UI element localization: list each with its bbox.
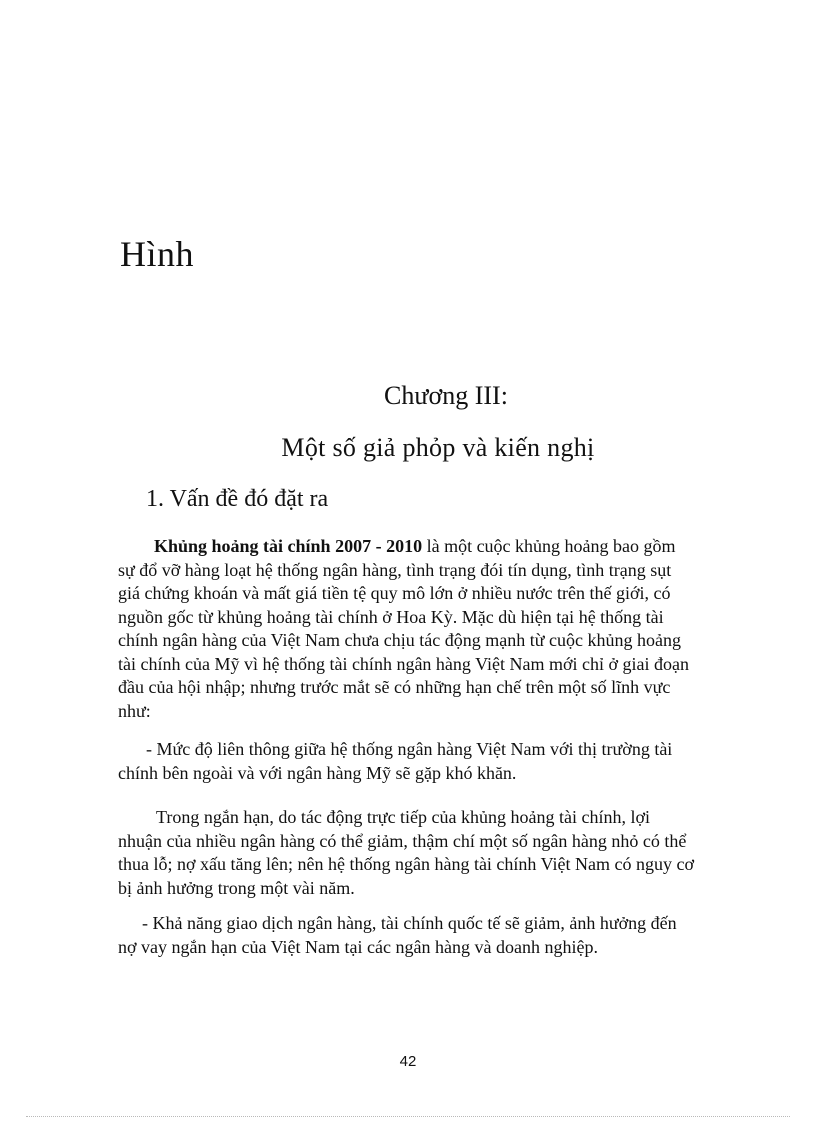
page-heading: Hình <box>120 234 194 274</box>
paragraph-body: là một cuộc khủng hoảng bao gồm sự đổ vỡ hàng loạt hệ thống ngân hàng, tình trạng đói tín dụng, tình trạng sụt giá chứng khoán và mất giá tiền tệ quy mô lớn ở nhiều nước trên thế giới, có nguồn gốc từ khủng hoảng tài chính ở Hoa Kỳ. Mặc dù hiện tại hệ thống tài chính ngân hàng của Việt Nam chưa chịu tác động mạnh từ cuộc khủng hoảng tài chính của Mỹ vì hệ thống tài chính ngân hàng Việt Nam mới chỉ ở giai đoạn đầu của hội nhập; nhưng trước mắt sẽ có những hạn chế trên một số lĩnh vực như: <box>118 536 689 721</box>
paragraph-bullet-connectivity: - Mức độ liên thông giữa hệ thống ngân hàng Việt Nam với thị trường tài chính bên ngoài và với ngân hàng Mỹ sẽ gặp khó khăn. <box>118 739 673 783</box>
chapter-subtitle: Một số giả phỏp và kiến nghị <box>281 433 595 462</box>
paragraph-bold-lead: Khủng hoảng tài chính 2007 - 2010 <box>154 536 423 556</box>
section-heading: 1. Vấn đề đó đặt ra <box>146 486 329 512</box>
footer-divider <box>26 1116 790 1117</box>
page-number: 42 <box>399 1053 417 1070</box>
paragraph-bullet-transactions: - Khả năng giao dịch ngân hàng, tài chính quốc tế sẽ giảm, ảnh hưởng đến nợ vay ngắn hạn của Việt Nam tại các ngân hàng và doanh nghiệp. <box>118 913 677 957</box>
paragraph-crisis-intro <box>118 535 696 723</box>
paragraph-short-term-impact: Trong ngắn hạn, do tác động trực tiếp của khủng hoảng tài chính, lợi nhuận của nhiều ngân hàng có thể giảm, thậm chí một số ngân hàng nhỏ có thể thua lỗ; nợ xấu tăng lên; nên hệ thống ngân hàng tài chính Việt Nam có nguy cơ bị ảnh hưởng trong một vài năm. <box>118 807 694 898</box>
chapter-title: Chương III: <box>384 381 508 410</box>
